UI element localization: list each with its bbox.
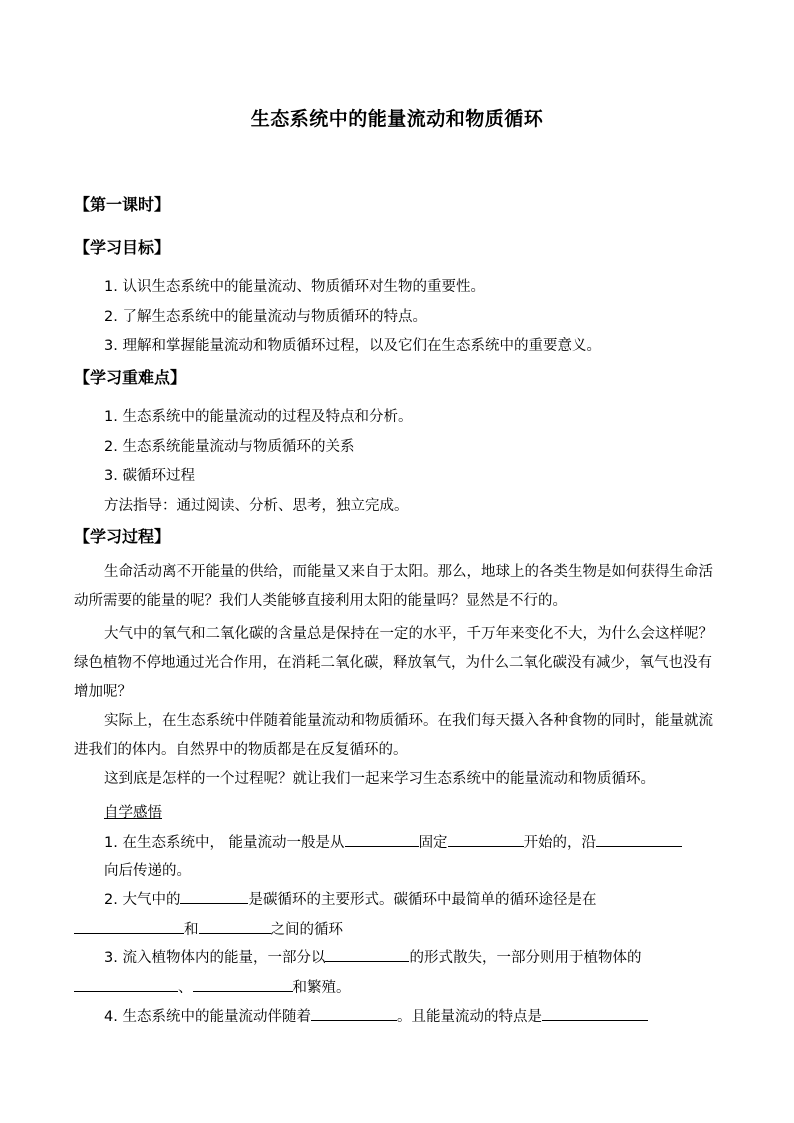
question-1-cont: 向后传递的。 bbox=[104, 863, 191, 879]
answer-blank[interactable] bbox=[596, 832, 682, 847]
page-title: 生态系统中的能量流动和物质循环 bbox=[250, 108, 544, 130]
answer-blank[interactable] bbox=[311, 1006, 397, 1021]
lesson-heading: 【第一课时】 bbox=[74, 195, 171, 214]
answer-blank[interactable] bbox=[325, 947, 409, 962]
objective-item: 1. 认识生态系统中的能量流动、物质循环对生物的重要性。 bbox=[104, 279, 485, 295]
answer-blank[interactable] bbox=[542, 1006, 648, 1021]
objective-item: 2. 了解生态系统中的能量流动与物质循环的特点。 bbox=[104, 309, 427, 325]
question-1: 1. 在生态系统中， 能量流动一般是从 固定 开始的，沿 bbox=[104, 831, 682, 852]
answer-blank[interactable] bbox=[448, 832, 524, 847]
question-3: 3. 流入植物体内的能量，一部分以 的形式散失，一部分则用于植物体的 bbox=[104, 946, 641, 967]
process-heading: 【学习过程】 bbox=[74, 527, 171, 546]
key-point-item: 2. 生态系统能量流动与物质循环的关系 bbox=[104, 439, 355, 455]
question-2-cont: 和 之间的循环 bbox=[74, 918, 343, 939]
method-guidance: 方法指导：通过阅读、分析、思考，独立完成。 bbox=[104, 498, 409, 514]
process-paragraph: 生命活动离不开能量的供给，而能量又来自于太阳。那么，地球上的各类生物是如何获得生命活动所需要的能量的呢？我们人类能够直接利用太阳的能量吗？显然是不行的。 bbox=[74, 564, 713, 609]
key-point-item: 3. 碳循环过程 bbox=[104, 468, 195, 484]
answer-blank[interactable] bbox=[199, 919, 271, 934]
answer-blank[interactable] bbox=[74, 977, 178, 992]
answer-blank[interactable] bbox=[193, 977, 293, 992]
key-points-heading: 【学习重难点】 bbox=[74, 368, 187, 387]
answer-blank[interactable] bbox=[345, 832, 419, 847]
self-study-heading: 自学感悟 bbox=[104, 805, 162, 821]
answer-blank[interactable] bbox=[74, 919, 184, 934]
answer-blank[interactable] bbox=[180, 889, 248, 904]
process-paragraph: 实际上，在生态系统中伴随着能量流动和物质循环。在我们每天摄入各种食物的同时，能量就流进我们的体内。自然界中的物质都是在反复循环的。 bbox=[74, 713, 713, 758]
question-3-cont: 、 和繁殖。 bbox=[74, 976, 351, 997]
objectives-heading: 【学习目标】 bbox=[74, 238, 171, 257]
process-paragraph: 大气中的氧气和二氧化碳的含量总是保持在一定的水平，千万年来变化不大，为什么会这样呢？绿色植物不停地通过光合作用，在消耗二氧化碳，释放氧气，为什么二氧化碳没有减少，氧气也没有增加呢？ bbox=[74, 626, 713, 700]
process-paragraph: 这到底是怎样的一个过程呢？就让我们一起来学习生态系统中的能量流动和物质循环。 bbox=[104, 771, 655, 787]
objective-item: 3. 理解和掌握能量流动和物质循环过程，以及它们在生态系统中的重要意义。 bbox=[104, 338, 601, 354]
question-2: 2. 大气中的 是碳循环的主要形式。碳循环中最简单的循环途径是在 bbox=[104, 888, 596, 909]
key-point-item: 1. 生态系统中的能量流动的过程及特点和分析。 bbox=[104, 409, 413, 425]
question-4: 4. 生态系统中的能量流动伴随着 。且能量流动的特点是 bbox=[104, 1005, 648, 1026]
